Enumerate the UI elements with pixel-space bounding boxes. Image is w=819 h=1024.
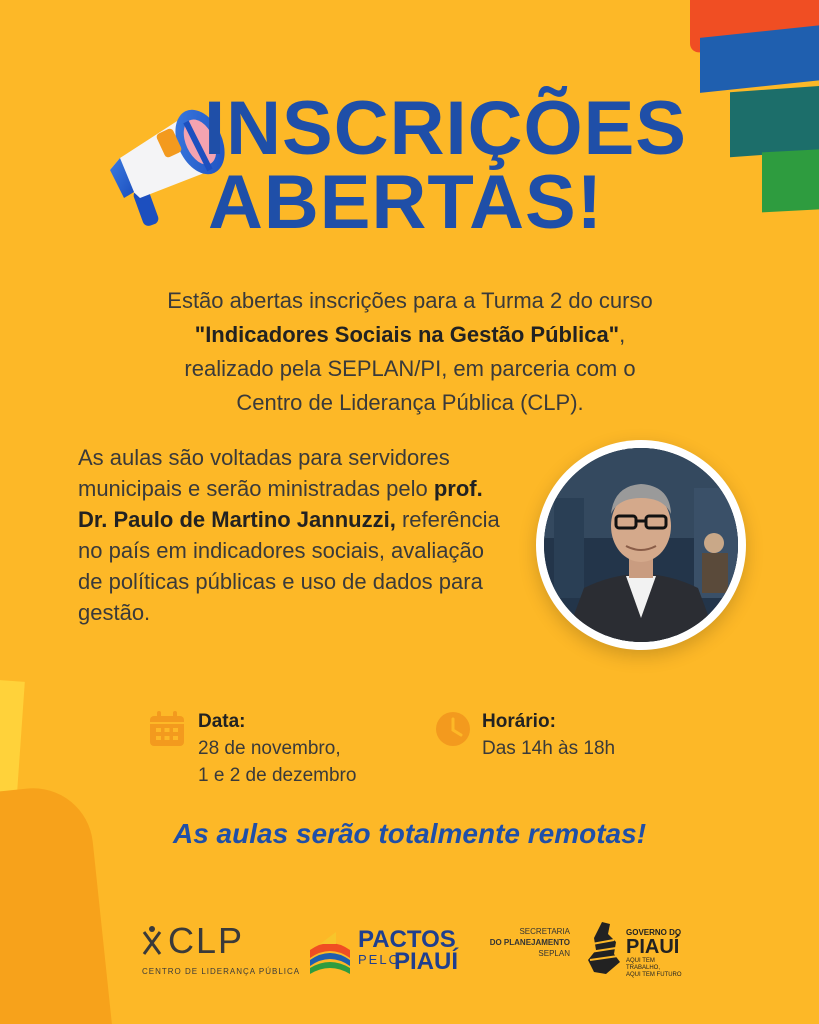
- clp-subtitle: CENTRO DE LIDERANÇA PÚBLICA: [142, 967, 301, 976]
- pelo-text: PELO: [358, 952, 401, 967]
- intro-line4: Centro de Liderança Pública (CLP).: [236, 390, 584, 415]
- seplan-line2: DO PLANEJAMENTO: [489, 938, 570, 947]
- date-label: Data:: [198, 711, 246, 732]
- date-line1: 28 de novembro,: [198, 738, 341, 759]
- calendar-icon: [148, 710, 186, 748]
- professor-photo-image: [544, 448, 738, 642]
- description-part1: As aulas são voltadas para servidores municipais e serão ministradas pelo: [78, 445, 450, 501]
- governo-text: GOVERNO DO: [626, 928, 682, 937]
- portrait-illustration: [544, 448, 738, 642]
- time-value: Das 14h às 18h: [482, 738, 616, 759]
- seplan-line1: SECRETARIA: [519, 927, 570, 936]
- slogan-line2: AQUI TEM FUTURO: [626, 972, 682, 978]
- headline-line2: ABERTAS!: [208, 160, 604, 245]
- seplan-text: [490, 926, 570, 959]
- piaui-map-icon: [584, 920, 624, 976]
- clp-logo: [140, 920, 301, 980]
- date-text: [198, 708, 438, 789]
- clock-icon: [434, 710, 472, 748]
- piaui-gov-text: PIAUÍ: [626, 936, 680, 958]
- description-part2: referência no país em indicadores sociais, avaliação de políticas públicas e uso de dados para gestão.: [78, 507, 500, 625]
- slogan-line1: AQUI TEM TRABALHO,: [626, 958, 661, 971]
- time-label: Horário:: [482, 711, 556, 732]
- slogan-text: [626, 958, 686, 979]
- professor-photo: [536, 440, 746, 650]
- headline: [190, 86, 750, 245]
- headline-line1: INSCRIÇÕES: [204, 86, 687, 171]
- pactos-text: PACTOS: [358, 926, 456, 953]
- description-paragraph: [78, 442, 508, 628]
- seplan-line3: SEPLAN: [538, 949, 570, 958]
- intro-line2: [40, 318, 780, 352]
- intro-comma: ,: [619, 322, 626, 347]
- time-text: [482, 708, 722, 762]
- professor-name: prof. Dr. Paulo de Martino Jannuzzi,: [78, 476, 483, 532]
- clp-mark-icon: [140, 924, 168, 958]
- intro-line3: realizado pela SEPLAN/PI, em parceria com o: [184, 356, 636, 381]
- clp-text: CLP: [168, 920, 245, 961]
- seplan-logo: [490, 920, 690, 980]
- course-name: "Indicadores Sociais na Gestão Pública": [194, 322, 620, 347]
- pactos-logo: [306, 924, 466, 984]
- intro-line1: Estão abertas inscrições para a Turma 2 do curso: [167, 288, 653, 313]
- stripe-green: [762, 148, 819, 213]
- footer-logos: [0, 910, 819, 990]
- piaui-text: PIAUÍ: [394, 948, 459, 975]
- pactos-mark-icon: [306, 928, 354, 978]
- remote-notice: As aulas serão totalmente remotas!: [172, 818, 647, 849]
- date-line2: 1 e 2 de dezembro: [198, 765, 357, 786]
- intro-paragraph: [40, 284, 780, 420]
